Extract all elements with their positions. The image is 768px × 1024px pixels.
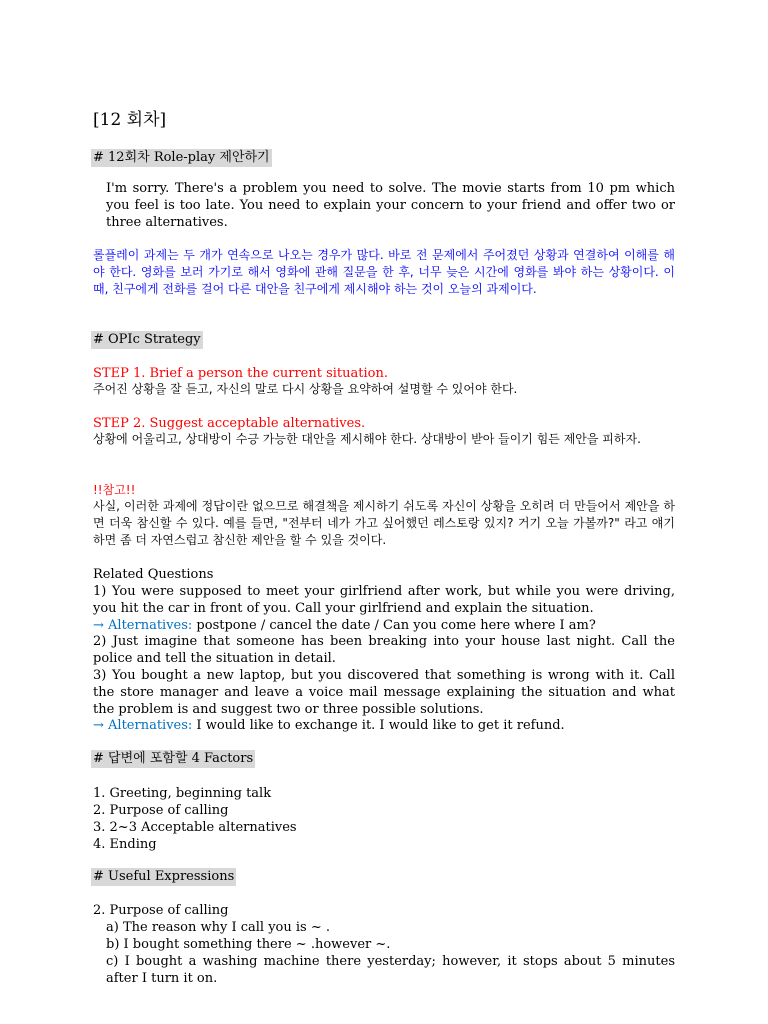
page-title: [12 회차] — [93, 110, 167, 130]
useful-expression-b: b) I bought something there ~ .however ~. — [106, 937, 391, 952]
related-question-2: 2) Just imagine that someone has been breaking into your house last night. Call the police and tell the situation in detail. — [93, 634, 675, 666]
section-heading-strategy: # OPIc Strategy — [93, 332, 201, 347]
reference-body: 사실, 이러한 과제에 정답이란 없으므로 해결책을 제시하기 쉬도록 자신이 상황을 오히려 더 만들어서 제안을 하면 더욱 참신할 수 있다. 예를 들면, "전부터 네가 가고 싶어했던 레스토랑 있지? 거기 오늘 가볼까?" 라고 얘기하면 좀 더 자연스럽고 참신한 제안을 할 수 있을 것이다. — [93, 499, 675, 547]
section-heading-useful: # Useful Expressions — [93, 869, 235, 884]
alternatives-3 — [93, 717, 675, 734]
factor-item: 4. Ending — [93, 837, 157, 852]
step2-title: STEP 2. Suggest acceptable alternatives. — [93, 416, 366, 431]
alternatives-text: I would like to exchange it. I would like to get it refund. — [192, 718, 565, 733]
factor-item: 3. 2~3 Acceptable alternatives — [93, 820, 297, 835]
related-question-1: 1) You were supposed to meet your girlfriend after work, but while you were driving, you hit the car in front of you. Call your girlfriend and explain the situation. — [93, 584, 675, 616]
useful-subheading: 2. Purpose of calling — [93, 903, 229, 918]
alternatives-label: → Alternatives: — [93, 618, 193, 633]
related-questions-heading: Related Questions — [93, 567, 214, 582]
related-question-3: 3) You bought a new laptop, but you discovered that something is wrong with it. Call the store manager and leave a voice mail message explaining the situation and what the problem is and suggest two or three possible solutions. — [93, 668, 675, 717]
useful-expression-c: c) I bought a washing machine there yesterday; however, it stops about 5 minutes after I turn it on. — [106, 954, 675, 986]
alternatives-label: → Alternatives: — [93, 718, 193, 733]
step1-body: 주어진 상황을 잘 듣고, 자신의 말로 다시 상황을 요약하여 설명할 수 있어야 한다. — [93, 382, 518, 396]
step1-title: STEP 1. Brief a person the current situation. — [93, 366, 388, 381]
step2-body: 상황에 어울리고, 상대방이 수긍 가능한 대안을 제시해야 한다. 상대방이 받아 들이기 힘든 제안을 피하자. — [93, 432, 641, 446]
section-heading-factors: # 답변에 포함할 4 Factors — [93, 751, 254, 766]
section-heading-roleplay: # 12회차 Role-play 제안하기 — [93, 150, 270, 165]
alternatives-1 — [93, 617, 675, 634]
alternatives-text: postpone / cancel the date / Can you come here where I am? — [192, 618, 596, 633]
factor-item: 1. Greeting, beginning talk — [93, 786, 272, 801]
useful-expression-a: a) The reason why I call you is ~ . — [106, 920, 331, 935]
task-explanation: 롤플레이 과제는 두 개가 연속으로 나오는 경우가 많다. 바로 전 문제에서 주어졌던 상황과 연결하여 이해를 해야 한다. 영화를 보러 가기로 해서 영화에 관해 질문을 한 후, 너무 늦은 시간에 영화를 봐야 하는 상황이다. 이 때, 친구에게 전화를 걸어 다른 대안을 친구에게 제시해야 하는 것이 오늘의 과제이다. — [93, 248, 675, 296]
reference-title: !!참고!! — [93, 483, 136, 497]
task-prompt: I'm sorry. There's a problem you need to solve. The movie starts from 10 pm which you feel is too late. You need to explain your concern to your friend and offer two or three alternatives. — [106, 181, 675, 230]
factor-item: 2. Purpose of calling — [93, 803, 229, 818]
